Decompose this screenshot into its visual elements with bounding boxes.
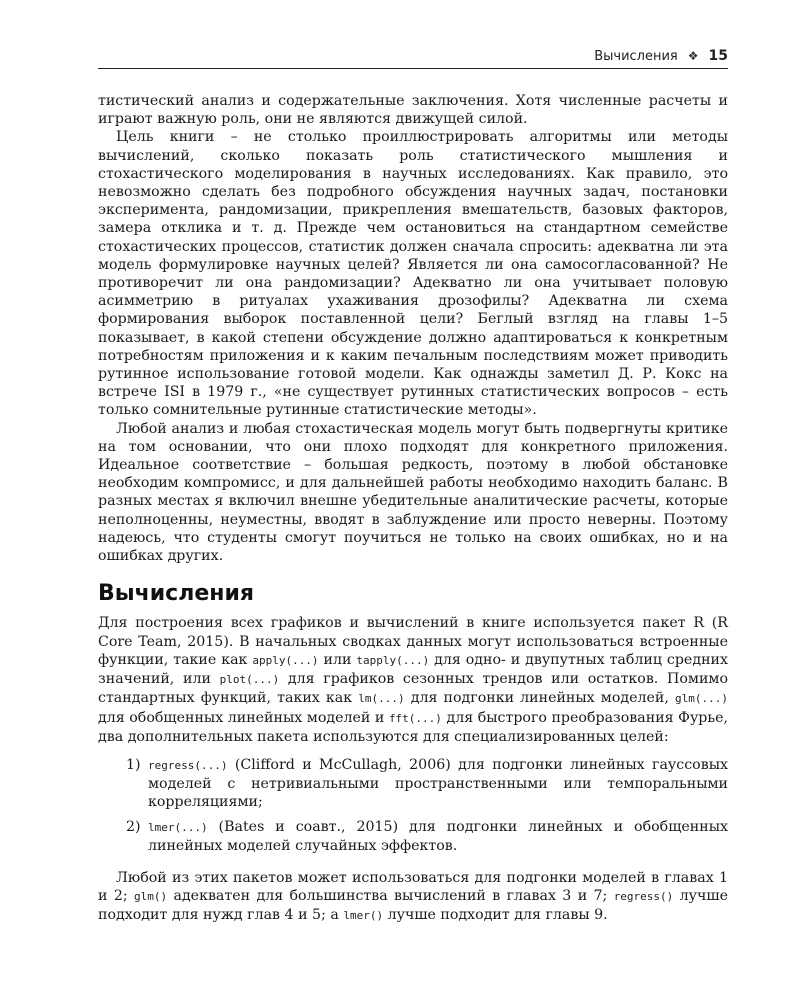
body-text [98,92,728,926]
section-heading: Вычисления [98,581,254,607]
code-fft: fft(...) [388,711,442,725]
code-glm-short: glm() [134,890,168,904]
code-plot: plot(...) [219,673,280,687]
paragraph: Любой анализ и любая стохастическая модель могут быть подвергнуты критике на том основании, что они плохо подходят для конкретного приложения. Идеальное соответствие – большая редкость, поэтому в любой обстановке необходим компромисс, и для дальнейшей работы необходимо находить баланс. В разных местах я включил внешне убедительные аналитические расчеты, которые неполноценны, неуместны, вводят в заблуждение или просто неверны. Поэтому надеюсь, что студенты смогут поучиться не только на своих ошибках, но и на ошибках других. [98,420,728,565]
code-glm: glm(...) [675,692,728,706]
list-number: 2) [126,818,141,835]
code-regress: regress(...) [148,758,228,772]
code-apply: apply(...) [252,653,319,667]
paragraph: тистический анализ и содержательные заключения. Хотя численные расчеты и играют важную роль, они не являются движущей силой. [98,93,728,128]
code-lmer-short: lmer() [343,909,384,923]
list-item: 2) lmer(...) (Bates и соавт., 2015) для подгонки линейных и обобщенных линейных моделей случайных эффектов. [126,818,728,854]
running-header [98,48,728,66]
code-regress-short: regress() [613,890,674,904]
book-page [98,0,728,1000]
code-tapply: tapply(...) [356,653,430,667]
header-rule [98,68,728,69]
paragraph: Цель книги – не столько проиллюстрировать алгоритмы или методы вычислений, сколько показать роль статистического мышления и стохастического моделирования в научных исследованиях. Как правило, это невозможно сделать без подробного обсуждения научных задач, постановки эксперимента, рандомизации, прикрепления вмешательств, базовых факторов, замера отклика и т. д. Прежде чем остановиться на стандартном семействе стохастических процессов, статистик должен сначала спросить: адекватна ли эта модель формулировке научных целей? Является ли она самосогласованной? Не противоречит ли она рандомизации? Адекватно ли она учитывает половую асимметрию в ритуалах ухаживания дрозофилы? Адекватна ли схема формирования выборок поставленной цели? Беглый взгляд на главы 1–5 показывает, в какой степени обсуждение должно адаптироваться к конкретным потребностям приложения и к каким печальным последствиям может приводить рутинное использование готовой модели. Как однажды заметил Д. Р. Кокс на встрече ISI в 1979 г., «не существует рутинных статистических вопросов – есть только сомнительные рутинные статистические методы». [98,129,728,419]
list-item: 1) regress(...) (Clifford и McCullagh, 2006) для подгонки линейных гауссовых моделей с нетривиальными пространственными или темпоральными корреляциями; [126,756,728,811]
code-lm: lm(...) [358,692,405,706]
package-list [98,756,728,855]
code-lmer: lmer(...) [148,820,208,834]
paragraph: Любой из этих пакетов может использоваться для подгонки моделей в главах 1 и 2; glm() адекватен для большинства вычислений в главах 3 и 7; regress() лучше подходит для нужд глав 4 и 5; а lmer() лучше подходит для главы 9. [98,869,728,924]
paragraph: Для построения всех графиков и вычислений в книге используется пакет R (R Core Team, 2015). В начальных сводках данных могут использоваться встроенные функции, такие как apply(...) или tapply(...) для одно- и двупутных таблиц средних значений, или plot(...) для графиков сезонных трендов или остатков. Помимо стандартных функций, таких как lm(...) для подгонки линейных моделей, glm(...) для обобщенных линейных моделей и fft(...) для быстрого преобразования Фурье, два дополнительных пакета используются для специализированных целей: [98,615,728,745]
page-number: 15 [708,48,728,64]
list-number: 1) [126,756,141,773]
running-header-title: Вычисления [594,49,678,64]
fleuron-icon: ❖ [687,49,699,63]
